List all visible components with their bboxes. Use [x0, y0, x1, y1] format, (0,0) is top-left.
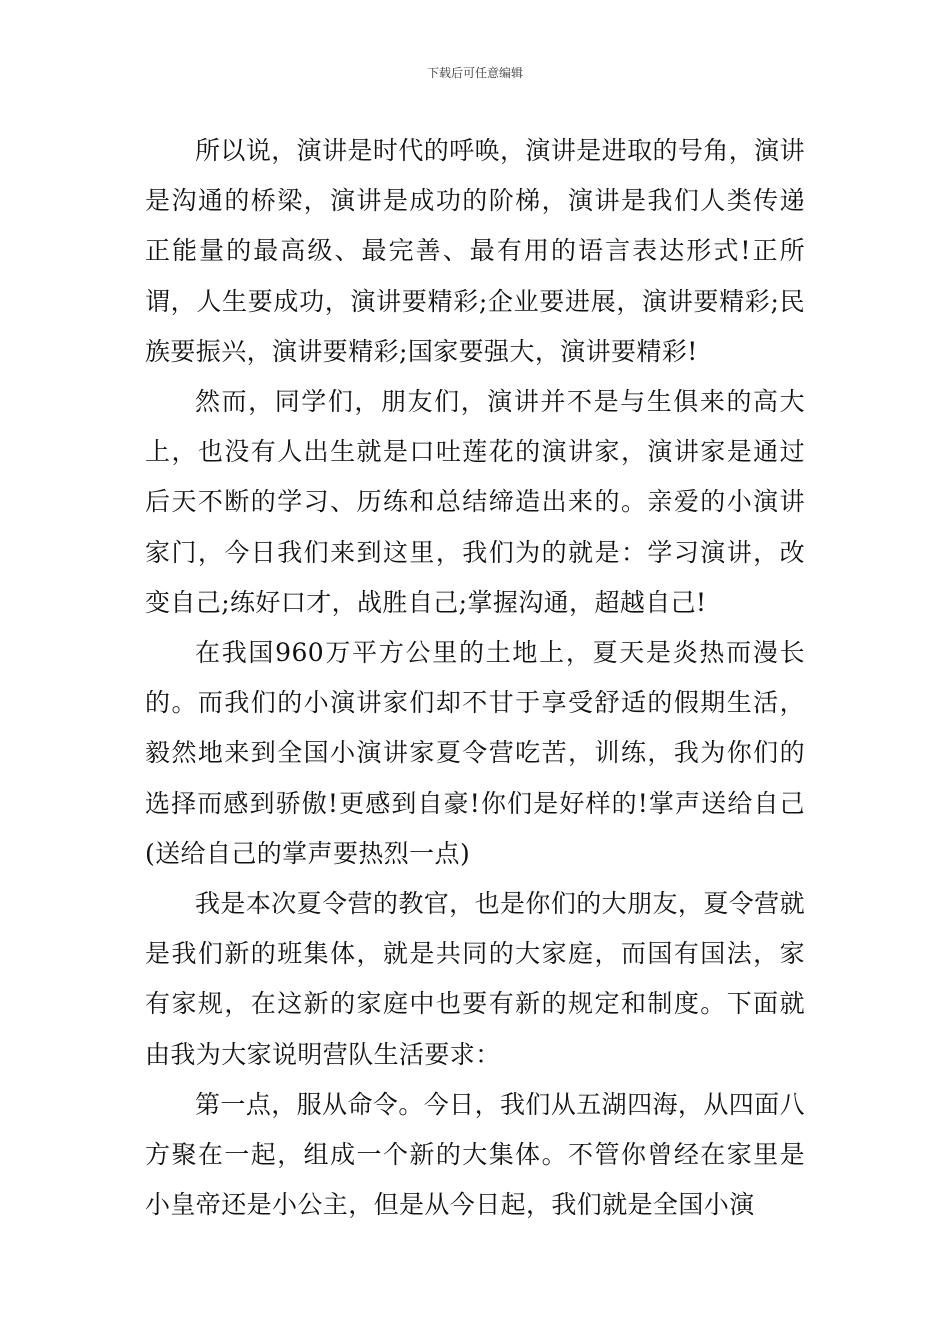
header-note: 下载后可任意编辑 [426, 66, 523, 80]
document-body [145, 126, 805, 1230]
paragraph-5: 第一点，服从命令。今日，我们从五湖四海，从四面八方聚在一起，组成一个新的大集体。不管你曾经在家里是小皇帝还是小公主，但是从今日起，我们就是全国小演 [145, 1089, 805, 1220]
paragraph-3: 在我国960万平方公里的土地上，夏天是炎热而漫长的。而我们的小演讲家们却不甘于享受舒适的假期生活，毅然地来到全国小演讲家夏令营吃苦，训练，我为你们的选择而感到骄傲!更感到自豪!你们是好样的!掌声送给自己(送给自己的掌声要热烈一点) [145, 638, 805, 868]
paragraph-2: 然而，同学们，朋友们，演讲并不是与生俱来的高大上，也没有人出生就是口吐莲花的演讲家，演讲家是通过后天不断的学习、历练和总结缔造出来的。亲爱的小演讲家门，今日我们来到这里，我们为的就是：学习演讲，改变自己;练好口才，战胜自己;掌握沟通，超越自己! [145, 387, 805, 617]
paragraph-1: 所以说，演讲是时代的呼唤，演讲是进取的号角，演讲是沟通的桥梁，演讲是成功的阶梯，演讲是我们人类传递正能量的最高级、最完善、最有用的语言表达形式!正所谓，人生要成功，演讲要精彩;企业要进展，演讲要精彩;民族要振兴，演讲要精彩;国家要强大，演讲要精彩! [145, 136, 805, 366]
paragraph-4: 我是本次夏令营的教官，也是你们的大朋友，夏令营就是我们新的班集体，就是共同的大家庭，而国有国法，家有家规，在这新的家庭中也要有新的规定和制度。下面就由我为大家说明营队生活要求： [145, 889, 805, 1069]
